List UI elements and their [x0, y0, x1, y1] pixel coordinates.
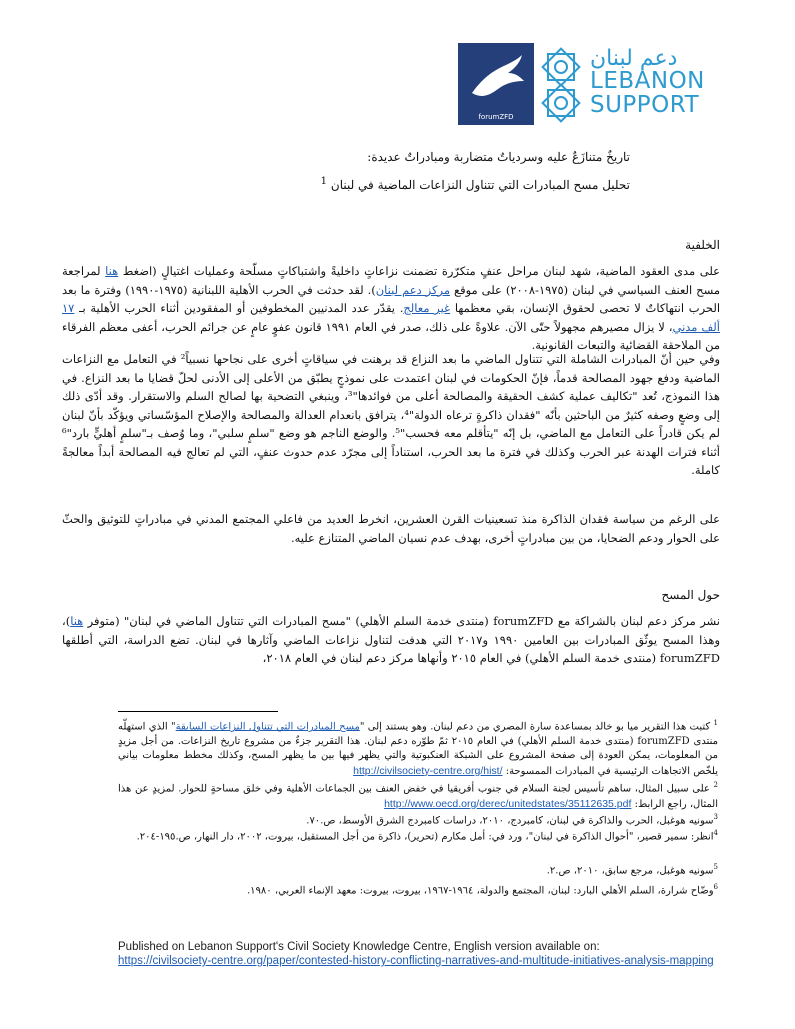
footer-url[interactable]: https://civilsociety-centre.org/paper/contested-history-conflicting-narratives-and-multitude-initiatives-analysis-mapping — [118, 955, 714, 967]
lebanon-support-arabic: دعم لبنان — [590, 46, 678, 71]
lebanon-support-title-1: LEBANON — [590, 68, 705, 94]
link-violence-map[interactable]: هنا — [105, 264, 119, 278]
footnote-2: $^2$ على سبيل المثال، ساهم تأسيس لجنة السلام في جنوب أفريقيا في خفض العنف بين الجماعات الأهلية وفي خلق مساحةٍ للحوار. لمزيدٍ عن هذا المثال، راجع الرابط: http://www.oecd.org/derec/unitedstates/35112635.pdf — [118, 781, 718, 810]
link-unresolved[interactable]: غير معالج — [403, 301, 451, 315]
footnote-5: $^5$سونيه هوغبل، مرجع سابق، ٢٠١٠، ص.٢. — [546, 863, 718, 877]
link-mapping-here[interactable]: هنا — [70, 614, 84, 628]
url-hist[interactable]: http://civilsociety-centre.org/hist/ — [353, 764, 503, 777]
background-paragraph-1: على مدى العقود الماضية، شهد لبنان مراحل عنفٍ متكرّرة تضمنت نزاعاتٍ داخليةً واشتباكاتٍ مسلّحة وعمليات اغتيالٍ (اضغط هنا لمراجعة مسح العنف السياسي في لبنان (١٩٧٥-٢٠٠٨) على موقع مركز دعم لبنان). لقد حدثت في الحرب الأهلية اللبنانية (١٩٧٥-١٩٩٠) وفترة ما بعد الحرب انتهاكاتٌ لا تحصى لحقوق الإنسان، بقي معظمها غير معالج. يقدّر عدد المدنيين المخطوفين أو المفقودين أثناء الحرب الأهلية بـ ١٧ ألف مدني، لا يزال مصيرهم مجهولاً حتّى الآن. علاوةً على ذلك، صدر في العام ١٩٩١ قانون عفوٍ عامٍ عن جرائم الحرب، أعفى معظم الفرقاء من الملاحقة القضائية والتبعات القانونية. — [62, 264, 721, 352]
footer — [118, 940, 718, 968]
lebanon-support-pattern-icon — [540, 46, 584, 124]
lebanon-support-title-2: SUPPORT — [590, 92, 700, 118]
footnote-4: $^4$انظر: سمير قصير، "أحوال الذاكرة في لبنان"، ورد في: أمل مكارم (تحرير)، ذاكرة من أجل المستقبل، بيروت، ٢٠٠٢، دار النهار، ص.١٩٥-٢٠٤. — [136, 829, 718, 843]
section-heading-background: الخلفية — [685, 238, 720, 252]
footnote-1: $^1$ كتبت هذا التقرير ميا بو خالد بمساعدة سارة المصري من دعم لبنان. وهو يستند إلى "مسح المبادرات التي تتناول النزاعات السابقة" الذي استهلّه منتدى forumZFD (منتدى خدمة السلم الأهلي) في العام ٢٠١٥ ثمّ طوّره دعم لبنان. هذا التقرير جزءٌ من مشروع تاريخ النزاعات. من أجل مزيدٍ من المعلومات، يمكن العودة إلى صفحة المشروع على الشبكة العنكبوتية والتي يظهر فيها بين ما يظهر المسح، وكذلك مخطط معلومات بياني يلخّص الاتجاهات الرئيسية في المبادرات الممسوحة: http://civilsociety-centre.org/hist/ — [118, 719, 718, 777]
link-lebanon-support[interactable]: مركز دعم لبنان — [375, 282, 450, 297]
doc-title-text: تحليل مسح المبادرات التي تتناول النزاعات الماضية في لبنان — [330, 178, 630, 192]
url-oecd[interactable]: http://www.oecd.org/derec/unitedstates/35112635.pdf — [384, 797, 632, 810]
section-heading-about: حول المسح — [661, 588, 720, 602]
background-paragraph-2: وفي حين أنّ المبادرات الشاملة التي تتناول الماضي ما بعد النزاع قد برهنت في سياقاتٍ أخرى على نجاحها نسبياً² في التعامل مع النزاعات الماضية ودفع جهود المصالحة قدماً، فإنّ الحكومات في لبنان اعتمدت على نموذجٍ يطبّق من الأعلى إلى الأدنى لحلّ قضايا ما بعد النزاع. في هذا النموذج، تُعد "تكاليف عملية كشف الحقيقة والمصالحة أعلى من فوائدها"³، وينبغي التضحية بها لصالح السلم والاستقرار. وقد أدّى ذلك إلى وضعٍ وصفه كثيرٌ من الباحثين بأنّه "فقدان ذاكرةٍ ترعاه الدولة"⁴، يترافق بانعدام العدالة والمصالحة والإصلاح المؤسّساتي ويؤكّد بأنّ لبنان لم يكن قادراً على التعامل مع الماضي، بل إنّه "يتأقلم معه فحسب"⁵. والوضع الناجم هو وضع "سلمٍ سلبي"، وما وُصف بـ"سلمٍ أهليٍّ بارد"⁶ أثناء فترات الهدنة عبر الحرب وكذلك في فترة ما بعد الحرب، استناداً إلى مجرّد عدم حدوث عنفٍ، التي لم تعالج فيه المصالحة أبداً معالجةً كاملة. — [62, 352, 720, 477]
footnote-3: $^3$سونيه هوغبل، الحرب والذاكرة في لبنان، كامبردج، ٢٠١٠، دراسات كامبردج الشرق الأوسط، ص.٧٠. — [306, 813, 718, 827]
footnote-ref[interactable]: 1 — [320, 176, 328, 187]
about-paragraph: نشر مركز دعم لبنان بالشراكة مع forumZFD (منتدى خدمة السلم الأهلي) "مسح المبادرات التي تتناول الماضي في لبنان" (متوفر هنا)، وهذا المسح يوثّق المبادرات بين العامين ١٩٩٠ و٢٠١٧ التي هدفت لتناول نزاعات الماضي وآثارها في لبنان. تضع الدراسة، التي أطلقها forumZFD (منتدى خدمة السلم الأهلي) في العام ٢٠١٥ وأنهاها مركز دعم لبنان في العام ٢٠١٨، — [62, 614, 720, 665]
background-paragraph-3: على الرغم من سياسة فقدان الذاكرة منذ تسعينيات القرن العشرين، انخرط العديد من فاعلي المجتمع المدني في مبادراتٍ للتوثيق والحثّ على الحوار ودعم الضحايا، من بين مبادراتٍ أخرى، بهدف عدم نسيان الماضي المتنازع عليه. — [62, 512, 720, 545]
link-17000-civilians[interactable]: ١٧ ألف مدني — [62, 301, 720, 334]
dove-icon — [458, 43, 534, 113]
forumzfd-logo — [458, 43, 534, 125]
forumzfd-label: forumZFD — [478, 113, 514, 121]
doc-title-line2 — [200, 176, 630, 192]
link-mapping-initiatives[interactable]: مسح المبادرات التي تتناول النزاعات السابقة — [175, 721, 360, 733]
footnote-separator — [118, 711, 278, 712]
footnote-6: $^6$وضّاح شرارة، السلم الأهلي البارد: لبنان، المجتمع والدولة، ١٩٦٤-١٩٦٧، بيروت، بيروت: معهد الإنماء العربي، ١٩٨٠. — [246, 883, 718, 897]
doc-title-line1: تاريخٌ متنازَعٌ عليه وسردياتٌ متضاربة ومبادراتٌ عديدة: — [367, 150, 630, 164]
footer-published: Published on Lebanon Support's Civil Society Knowledge Centre, English version available on: — [118, 941, 600, 953]
